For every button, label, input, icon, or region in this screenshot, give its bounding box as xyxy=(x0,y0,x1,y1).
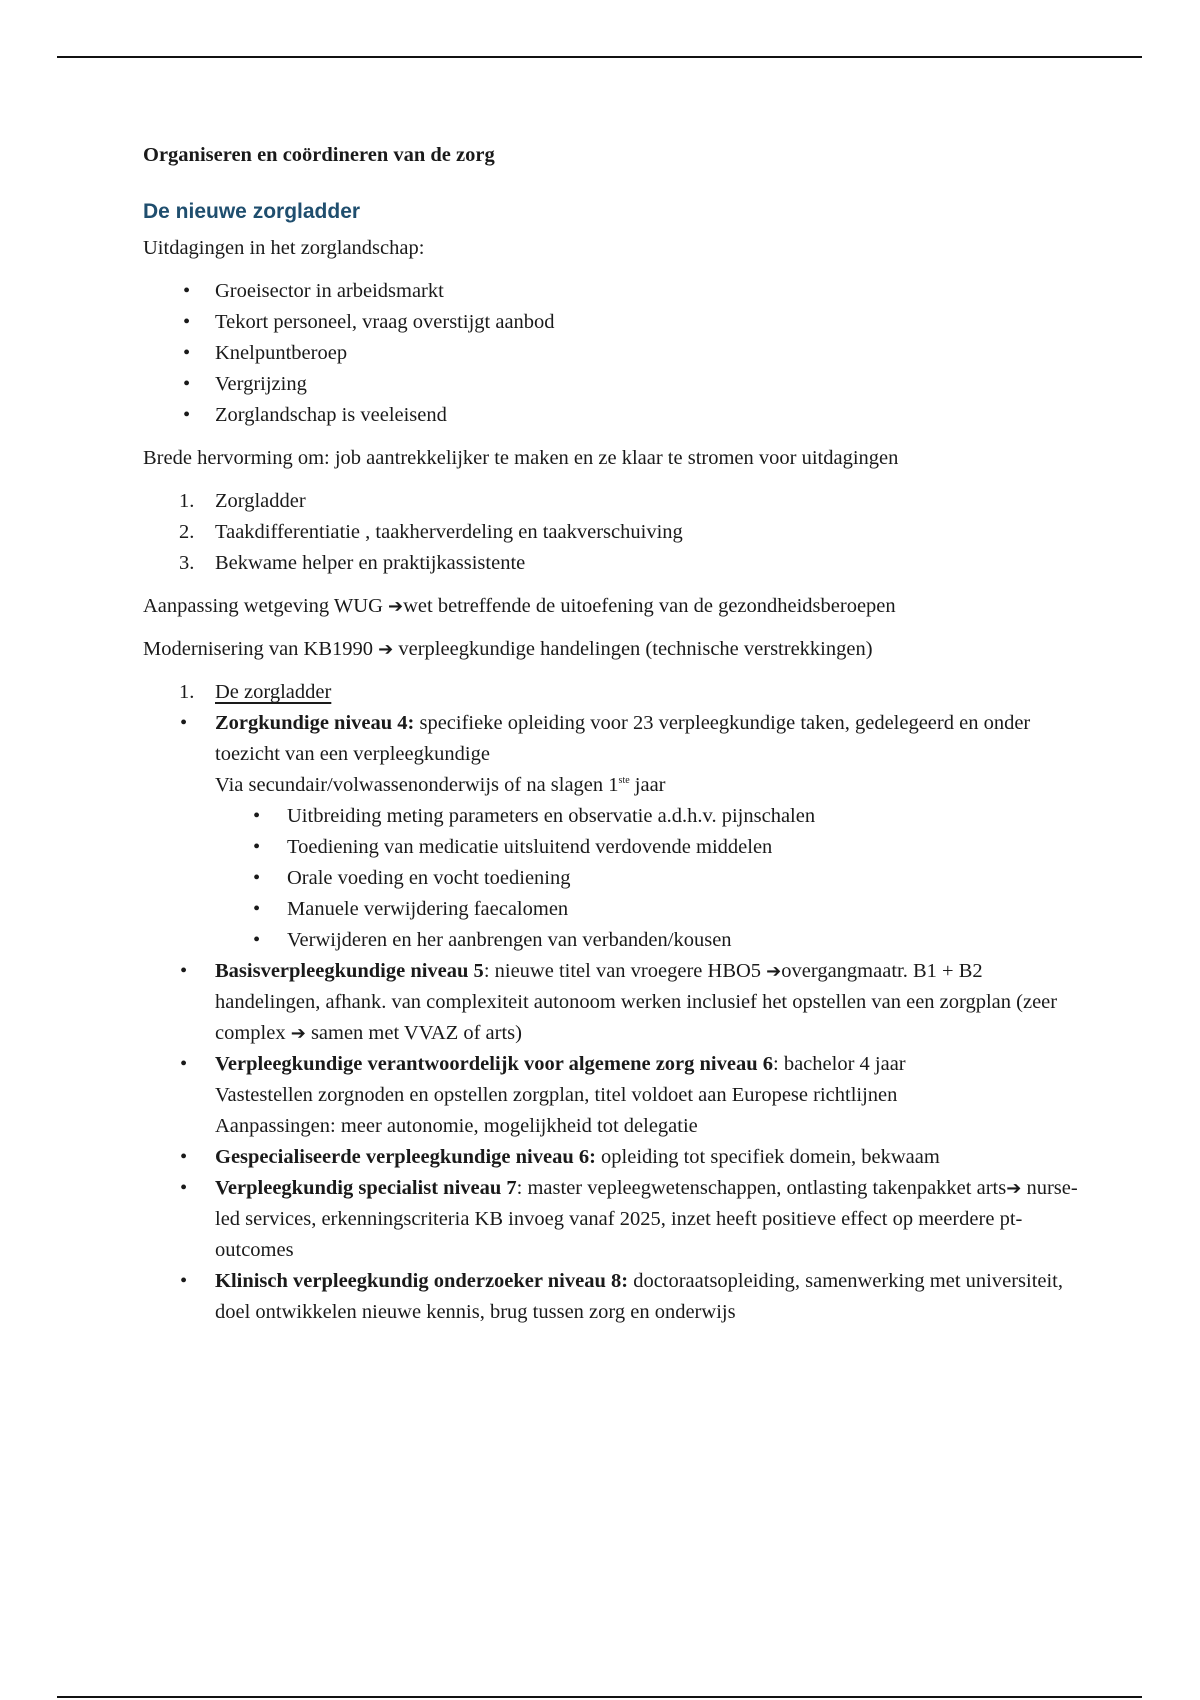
kb-paragraph: Modernisering van KB1990 ➔ verpleegkundige handelingen (technische verstrekkingen) xyxy=(143,638,873,660)
bullet-icon: • xyxy=(253,929,261,951)
bullet-icon: • xyxy=(180,1270,188,1292)
footer-rule xyxy=(57,1696,1142,1698)
list-item: 1. De zorgladder • Zorgkundige niveau 4: specifieke opleiding voor 23 verpleegkundige taken, gedelegeerd en onder toezicht van een verpleegkundige Via secundair/volwassenonderwijs of na slagen 1ste jaar • Uitbreiding meting parameters en observatie a.d.h.v. pijnschalen • Toediening van medicatie uitsluitend verdovende middelen • Orale voeding en vocht toediening • Manuele verwijdering faecalomen • Verwijderen en her aanbrengen van verbanden/kousen • Basisverpleegkundige niveau 5: nieuwe titel van vroegere HBO5 ➔overgangmaatr. B1 + B2 handelingen, afhank. van complexiteit autonoom werken inclusief het opstellen van een zorgplan (zeer complex ➔ samen met VVAZ of arts) • Verpleegkundige verantwoordelijk voor algemene zorg niveau 6: bachelor 4 jaar Vastestellen zorgnoden en opstellen zorgplan, titel voldoet aan Europese richtlijnen Aanpassingen: meer autonomie, mogelijkheid tot delegatie • Gespecialiseerde verpleegkundige niveau 6: opleiding tot specifiek domein, bekwaam • Verpleegkundig specialist niveau 7: master vepleegwetenschappen, ontlasting takenpakket arts➔ nurse-led services, erkenningscriteria KB invoeg vanaf 2025, inzet heeft positieve effect op meerdere pt-outcomes • Klinisch verpleegkundig onderzoeker niveau 8: doctoraatsopleiding, samenwerking met universiteit, doel ontwikkelen nieuwe kennis, brug tussen zorg en onderwijs xyxy=(143,677,1083,1328)
arrow-right-icon: ➔ xyxy=(388,596,404,617)
reform-list xyxy=(143,486,1083,579)
arrow-right-icon: ➔ xyxy=(766,961,782,982)
bullet-icon: • xyxy=(253,867,261,889)
level-6-general-item: • Verpleegkundige verantwoordelijk voor algemene zorg niveau 6: bachelor 4 jaar Vastestellen zorgnoden en opstellen zorgplan, titel voldoet aan Europese richtlijnen Aanpassingen: meer autonomie, mogelijkheid tot delegatie xyxy=(70,1049,1083,1142)
arrow-right-icon: ➔ xyxy=(378,639,394,660)
arrow-right-icon: ➔ xyxy=(290,1023,306,1044)
bullet-icon: • xyxy=(183,342,191,364)
levels-list xyxy=(70,708,1083,1328)
bullet-icon: • xyxy=(183,311,191,333)
document-title: Organiseren en coördineren van de zorg xyxy=(143,144,495,166)
bullet-icon: • xyxy=(183,373,191,395)
list-item: 3. Bekwame helper en praktijkassistente xyxy=(179,552,526,574)
zorgladder-list xyxy=(143,677,1083,1328)
list-item: • Tekort personeel, vraag overstijgt aanbod xyxy=(143,307,1083,338)
list-item: • Uitbreiding meting parameters en observatie a.d.h.v. pijnschalen xyxy=(70,801,1083,832)
bullet-icon: • xyxy=(180,1177,188,1199)
list-item: • Knelpuntberoep xyxy=(143,338,1083,369)
list-item: • Zorglandschap is veeleisend xyxy=(143,400,1083,431)
level-7-item: • Verpleegkundig specialist niveau 7: master vepleegwetenschappen, ontlasting takenpakket arts➔ nurse-led services, erkenningscriteria KB invoeg vanaf 2025, inzet heeft positieve effect op meerdere pt-outcomes xyxy=(70,1173,1083,1266)
zorgladder-title: De zorgladder xyxy=(215,681,332,703)
list-item: • Orale voeding en vocht toediening xyxy=(70,863,1083,894)
level-4-sublist xyxy=(70,801,1083,956)
list-item: • Groeisector in arbeidsmarkt xyxy=(143,276,1083,307)
header-rule xyxy=(57,56,1142,58)
wug-paragraph: Aanpassing wetgeving WUG ➔wet betreffende de uitoefening van de gezondheidsberoepen xyxy=(143,595,896,617)
reform-paragraph: Brede hervorming om: job aantrekkelijker te maken en ze klaar te stromen voor uitdagingen xyxy=(143,447,899,469)
list-item: • Manuele verwijdering faecalomen xyxy=(70,894,1083,925)
bullet-icon: • xyxy=(183,280,191,302)
section-heading: De nieuwe zorgladder xyxy=(143,200,361,223)
level-4-item: • Zorgkundige niveau 4: specifieke opleiding voor 23 verpleegkundige taken, gedelegeerd en onder toezicht van een verpleegkundige Via secundair/volwassenonderwijs of na slagen 1ste jaar • Uitbreiding meting parameters en observatie a.d.h.v. pijnschalen • Toediening van medicatie uitsluitend verdovende middelen • Orale voeding en vocht toediening • Manuele verwijdering faecalomen • Verwijderen en her aanbrengen van verbanden/kousen xyxy=(70,708,1083,956)
bullet-icon: • xyxy=(253,836,261,858)
document-body xyxy=(143,140,1083,1340)
bullet-icon: • xyxy=(253,805,261,827)
bullet-icon: • xyxy=(180,1053,188,1075)
challenges-intro: Uitdagingen in het zorglandschap: xyxy=(143,237,425,259)
bullet-icon: • xyxy=(180,712,188,734)
list-item: • Vergrijzing xyxy=(143,369,1083,400)
list-item: 2. Taakdifferentiatie , taakherverdeling en taakverschuiving xyxy=(179,521,683,543)
bullet-icon: • xyxy=(183,404,191,426)
list-item: 1. Zorgladder xyxy=(179,490,306,512)
bullet-icon: • xyxy=(180,1146,188,1168)
level-8-item: • Klinisch verpleegkundig onderzoeker niveau 8: doctoraatsopleiding, samenwerking met universiteit, doel ontwikkelen nieuwe kennis, brug tussen zorg en onderwijs xyxy=(70,1266,1083,1328)
challenges-list xyxy=(143,276,1083,431)
list-item: • Toediening van medicatie uitsluitend verdovende middelen xyxy=(70,832,1083,863)
bullet-icon: • xyxy=(180,960,188,982)
level-6-specialized-item: • Gespecialiseerde verpleegkundige niveau 6: opleiding tot specifiek domein, bekwaam xyxy=(70,1142,1083,1173)
arrow-right-icon: ➔ xyxy=(1006,1178,1022,1199)
level-5-item: • Basisverpleegkundige niveau 5: nieuwe titel van vroegere HBO5 ➔overgangmaatr. B1 + B2 handelingen, afhank. van complexiteit autonoom werken inclusief het opstellen van een zorgplan (zeer complex ➔ samen met VVAZ of arts) xyxy=(70,956,1083,1049)
bullet-icon: • xyxy=(253,898,261,920)
list-item: • Verwijderen en her aanbrengen van verbanden/kousen xyxy=(70,925,1083,956)
